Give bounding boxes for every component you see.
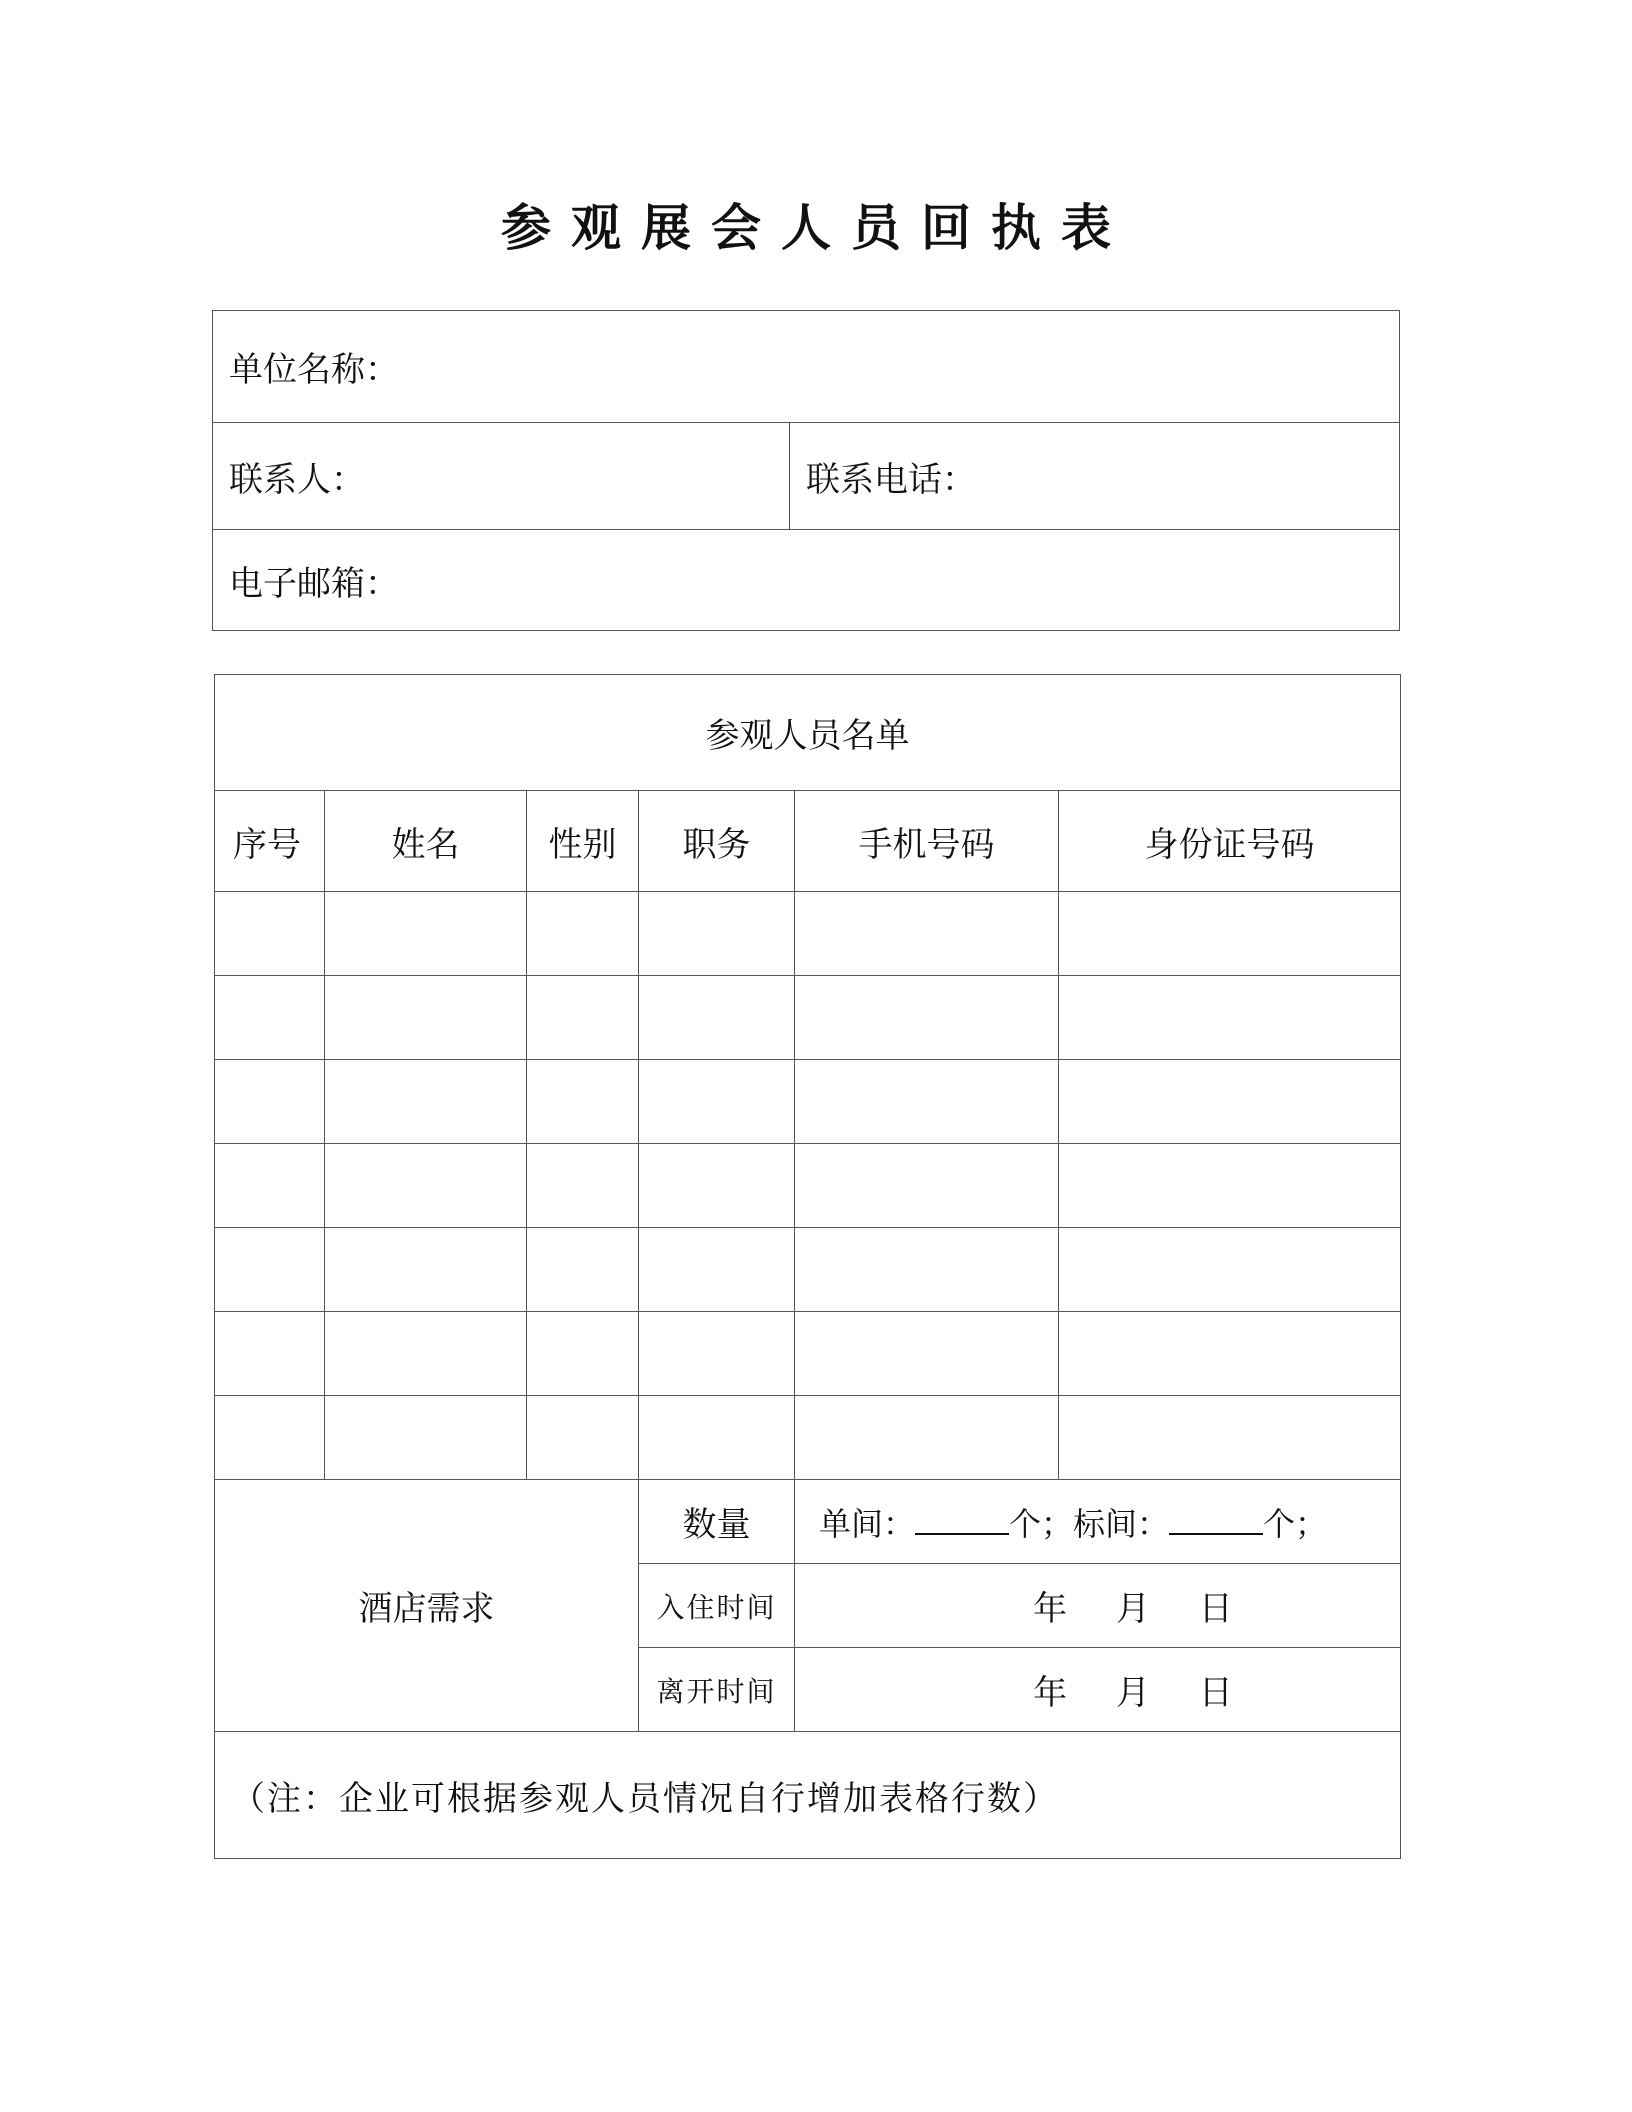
cell-position[interactable]	[639, 1396, 795, 1480]
cell-index[interactable]	[215, 1060, 325, 1144]
checkin-day-label: 日	[1198, 1589, 1233, 1629]
cell-name[interactable]	[325, 1060, 527, 1144]
column-header-name: 姓名	[325, 791, 527, 892]
cell-mobile[interactable]	[795, 1312, 1059, 1396]
cell-mobile[interactable]	[795, 892, 1059, 976]
hotel-requirement-label: 酒店需求	[215, 1480, 639, 1732]
cell-name[interactable]	[325, 892, 527, 976]
cell-id-number[interactable]	[1059, 1228, 1401, 1312]
column-header-mobile: 手机号码	[795, 791, 1059, 892]
cell-gender[interactable]	[527, 892, 639, 976]
cell-index[interactable]	[215, 1396, 325, 1480]
checkin-time-label: 入住时间	[639, 1564, 795, 1648]
room-quantity-field	[795, 1480, 1401, 1564]
unit-name-field[interactable]	[213, 311, 1400, 423]
table-row	[215, 892, 1401, 976]
document-title: 参观展会人员回执表	[501, 198, 1131, 257]
single-room-count-blank[interactable]	[915, 1505, 1009, 1535]
email-label: 电子邮箱：	[229, 563, 399, 604]
cell-gender[interactable]	[527, 1144, 639, 1228]
standard-room-count-blank[interactable]	[1169, 1505, 1263, 1535]
cell-id-number[interactable]	[1059, 1312, 1401, 1396]
checkout-day-label: 日	[1198, 1673, 1233, 1713]
table-row	[215, 1396, 1401, 1480]
cell-mobile[interactable]	[795, 1060, 1059, 1144]
checkout-month-label: 月	[1115, 1673, 1150, 1713]
cell-position[interactable]	[639, 1228, 795, 1312]
checkout-year-label: 年	[1033, 1673, 1068, 1713]
cell-position[interactable]	[639, 976, 795, 1060]
footnote: （注：企业可根据参观人员情况自行增加表格行数）	[215, 1732, 1401, 1859]
column-header-gender: 性别	[527, 791, 639, 892]
standard-room-label: 标间：	[1073, 1504, 1170, 1543]
cell-index[interactable]	[215, 1228, 325, 1312]
cell-id-number[interactable]	[1059, 892, 1401, 976]
single-room-unit: 个；	[1009, 1504, 1074, 1543]
checkin-date-field[interactable]	[795, 1564, 1401, 1648]
cell-id-number[interactable]	[1059, 1060, 1401, 1144]
cell-gender[interactable]	[527, 1060, 639, 1144]
contact-person-label: 联系人：	[229, 459, 365, 500]
column-header-id-number: 身份证号码	[1059, 791, 1401, 892]
table-row	[215, 976, 1401, 1060]
cell-mobile[interactable]	[795, 1396, 1059, 1480]
cell-name[interactable]	[325, 1396, 527, 1480]
cell-position[interactable]	[639, 1060, 795, 1144]
cell-position[interactable]	[639, 892, 795, 976]
cell-name[interactable]	[325, 976, 527, 1060]
cell-name[interactable]	[325, 1312, 527, 1396]
checkout-time-label: 离开时间	[639, 1648, 795, 1732]
cell-name[interactable]	[325, 1228, 527, 1312]
cell-mobile[interactable]	[795, 976, 1059, 1060]
cell-gender[interactable]	[527, 1396, 639, 1480]
cell-position[interactable]	[639, 1312, 795, 1396]
standard-room-unit: 个；	[1263, 1504, 1328, 1543]
table-row	[215, 1312, 1401, 1396]
contact-person-field[interactable]	[213, 423, 790, 530]
contact-info-table	[212, 310, 1400, 631]
table-row	[215, 1060, 1401, 1144]
cell-gender[interactable]	[527, 1312, 639, 1396]
cell-id-number[interactable]	[1059, 976, 1401, 1060]
roster-header-row	[215, 791, 1401, 892]
roster-heading: 参观人员名单	[215, 675, 1401, 791]
cell-index[interactable]	[215, 1312, 325, 1396]
checkout-date-field[interactable]	[795, 1648, 1401, 1732]
cell-name[interactable]	[325, 1144, 527, 1228]
column-header-position: 职务	[639, 791, 795, 892]
cell-index[interactable]	[215, 1144, 325, 1228]
checkin-year-label: 年	[1033, 1589, 1068, 1629]
unit-name-label: 单位名称：	[229, 350, 399, 390]
checkin-month-label: 月	[1115, 1589, 1150, 1629]
email-field[interactable]	[213, 530, 1400, 631]
contact-phone-field[interactable]	[790, 423, 1400, 530]
cell-index[interactable]	[215, 892, 325, 976]
single-room-label: 单间：	[819, 1504, 916, 1543]
table-row	[215, 1228, 1401, 1312]
cell-id-number[interactable]	[1059, 1396, 1401, 1480]
visitor-roster-table	[214, 674, 1401, 1859]
cell-position[interactable]	[639, 1144, 795, 1228]
cell-mobile[interactable]	[795, 1228, 1059, 1312]
cell-id-number[interactable]	[1059, 1144, 1401, 1228]
cell-gender[interactable]	[527, 1228, 639, 1312]
contact-phone-label: 联系电话：	[806, 459, 976, 500]
cell-index[interactable]	[215, 976, 325, 1060]
column-header-index: 序号	[215, 791, 325, 892]
room-quantity-label: 数量	[639, 1480, 795, 1564]
table-row	[215, 1144, 1401, 1228]
cell-mobile[interactable]	[795, 1144, 1059, 1228]
cell-gender[interactable]	[527, 976, 639, 1060]
